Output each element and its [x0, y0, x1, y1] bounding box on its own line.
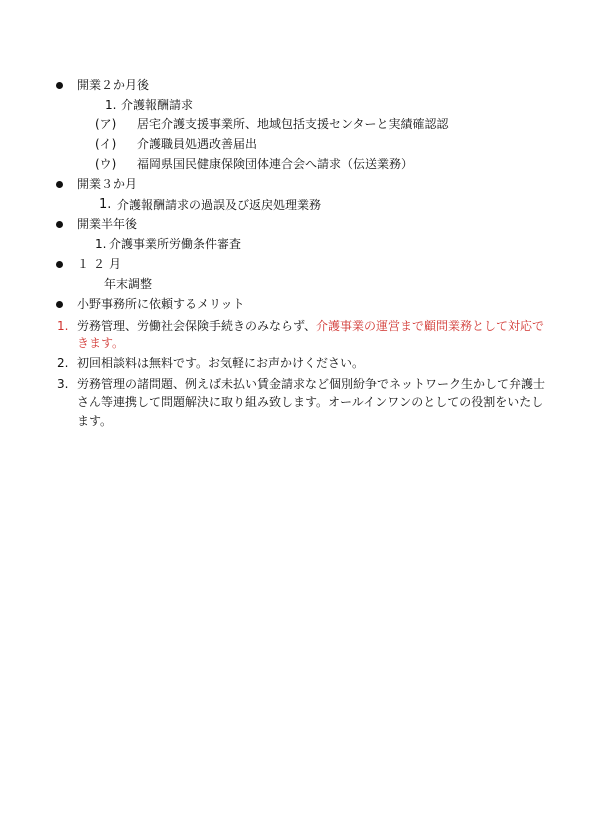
list-number: 1. [99, 197, 112, 212]
item-marker-u: (ウ) [95, 157, 117, 171]
merit-1-text-red: 介護事業の運営まで顧問業務として対応で [316, 319, 545, 333]
merit-1-line-2: きます。 [77, 336, 125, 350]
item-text-u: 福岡県国民健康保険団体連合会へ請求（伝送業務） [137, 157, 414, 171]
item-text-i: 介護職員処遇改善届出 [137, 137, 258, 151]
section-heading-half-year: 開業半年後 [77, 217, 138, 231]
year-end-adjustment: 年末調整 [104, 277, 153, 291]
merit-number-3: 3. [57, 377, 69, 391]
merit-3-line-1: 労務管理の諸問題、例えば未払い賃金請求など個別紛争でネットワーク生かして弁護士 [77, 377, 546, 391]
list-number: 1. [95, 237, 107, 251]
bullet-icon [56, 301, 63, 308]
merit-1-line-1 [77, 318, 544, 336]
item-text-a: 居宅介護支援事業所、地域包括支援センターと実績確認認 [137, 117, 449, 131]
section-heading-3-months: 開業３か月 [77, 177, 138, 191]
list-item-label: 介護報酬請求 [121, 98, 194, 112]
bullet-icon [56, 181, 63, 188]
merit-2-line-1: 初回相談料は無料です。お気軽にお声かけください。 [77, 356, 365, 370]
bullet-icon [56, 221, 63, 228]
list-item-label: 介護報酬請求の過誤及び返戻処理業務 [117, 198, 322, 212]
section-heading-december: １２月 [77, 257, 126, 271]
section-heading-merits: 小野事務所に依頼するメリット [77, 297, 245, 311]
section-heading-2-months: 開業２か月後 [77, 78, 150, 92]
merit-3-line-2: さん等連携して問題解決に取り組み致します。オールインワンのとしての役割をいたし [77, 395, 544, 409]
merit-number-2: 2. [57, 356, 69, 370]
merit-number-1: 1. [57, 319, 69, 333]
merit-1-text-black: 労務管理、労働社会保険手続きのみならず、 [77, 319, 317, 333]
list-item-label: 介護事業所労働条件審査 [109, 237, 242, 251]
bullet-icon [56, 261, 63, 268]
bullet-icon [56, 82, 63, 89]
list-number: 1. [105, 98, 117, 112]
item-marker-a: (ア) [95, 117, 117, 131]
item-marker-i: (イ) [95, 137, 117, 151]
merit-3-line-3: ます。 [77, 414, 113, 428]
